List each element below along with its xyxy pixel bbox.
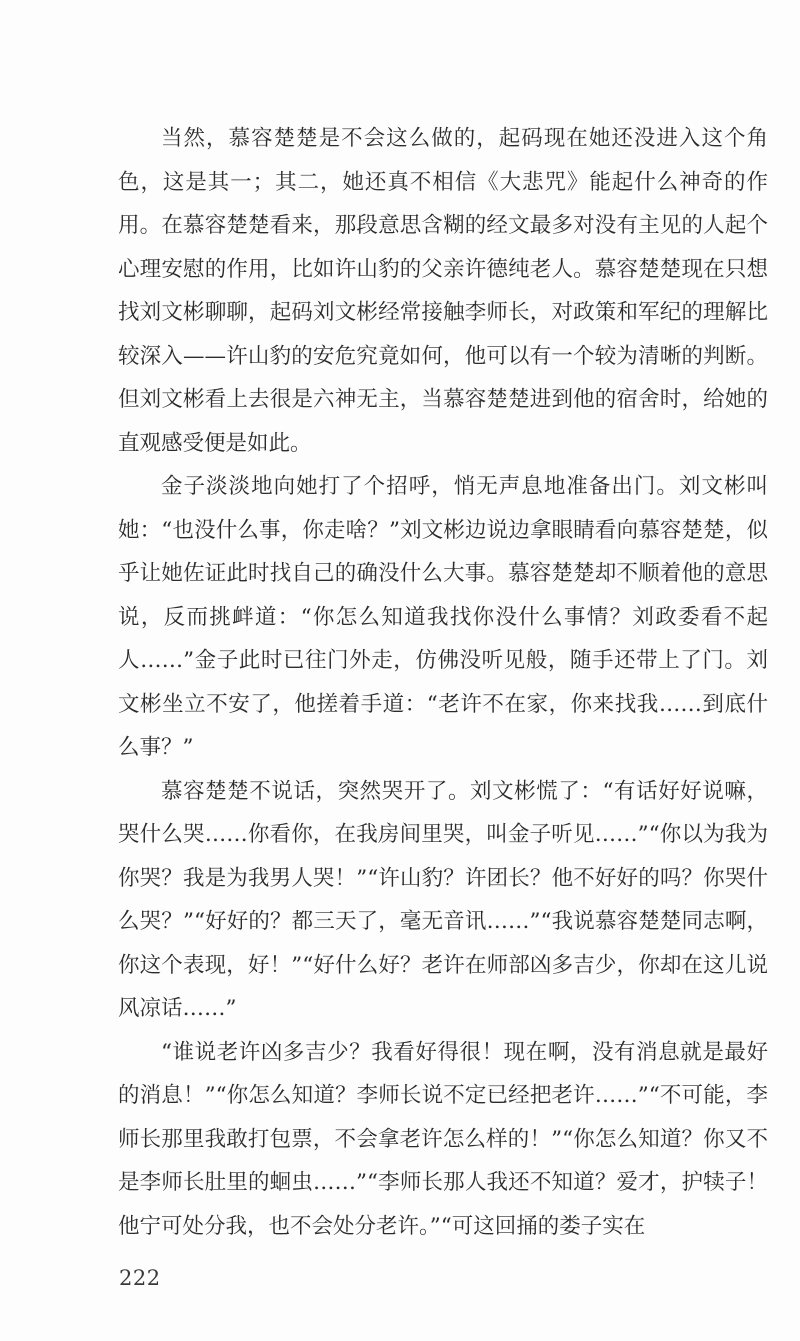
body-text — [118, 117, 768, 1248]
paragraph-2: 金子淡淡地向她打了个招呼，悄无声息地准备出门。刘文彬叫她：“也没什么事，你走啥？”刘文彬边说边拿眼睛看向慕容楚楚，似乎让她佐证此时找自己的确没什么大事。慕容楚楚却不顺着他的意思说，反而挑衅道：“你怎么知道我找你没什么事情？刘政委看不起人……”金子此时已往门外走，仿佛没听见般，随手还带上了门。刘文彬坐立不安了，他搓着手道：“老许不在家，你来找我……到底什么事？” — [118, 474, 768, 760]
paragraph-4: “谁说老许凶多吉少？我看好得很！现在啊，没有消息就是最好的消息！”“你怎么知道？李师长说不定已经把老许……”“不可能，李师长那里我敢打包票，不会拿老许怎么样的！”“你怎么知道？你又不是李师长肚里的蛔虫……”“李师长那人我还不知道？爱才，护犊子！他宁可处分我，也不会处分老许。”“可这回捅的娄子实在 — [118, 1039, 768, 1239]
paragraph-1: 当然，慕容楚楚是不会这么做的，起码现在她还没进入这个角色，这是其一；其二，她还真不相信《大悲咒》能起什么神奇的作用。在慕容楚楚看来，那段意思含糊的经文最多对没有主见的人起个心理安慰的作用，比如许山豹的父亲许德纯老人。慕容楚楚现在只想找刘文彬聊聊，起码刘文彬经常接触李师长，对政策和军纪的理解比较深入——许山豹的安危究竟如何，他可以有一个较为清晰的判断。但刘文彬看上去很是六神无主，当慕容楚楚进到他的宿舍时，给她的直观感受便是如此。 — [118, 126, 768, 456]
page-number: 222 — [119, 1266, 161, 1290]
paragraph-3: 慕容楚楚不说话，突然哭开了。刘文彬慌了：“有话好好说嘛，哭什么哭……你看你，在我房间里哭，叫金子听见……”“你以为我为你哭？我是为我男人哭！”“许山豹？许团长？他不好好的吗？你哭什么哭？”“好好的？都三天了，毫无音讯……”“我说慕容楚楚同志啊，你这个表现，好！”“好什么好？老许在师部凶多吉少，你却在这儿说风凉话……” — [118, 778, 768, 1021]
